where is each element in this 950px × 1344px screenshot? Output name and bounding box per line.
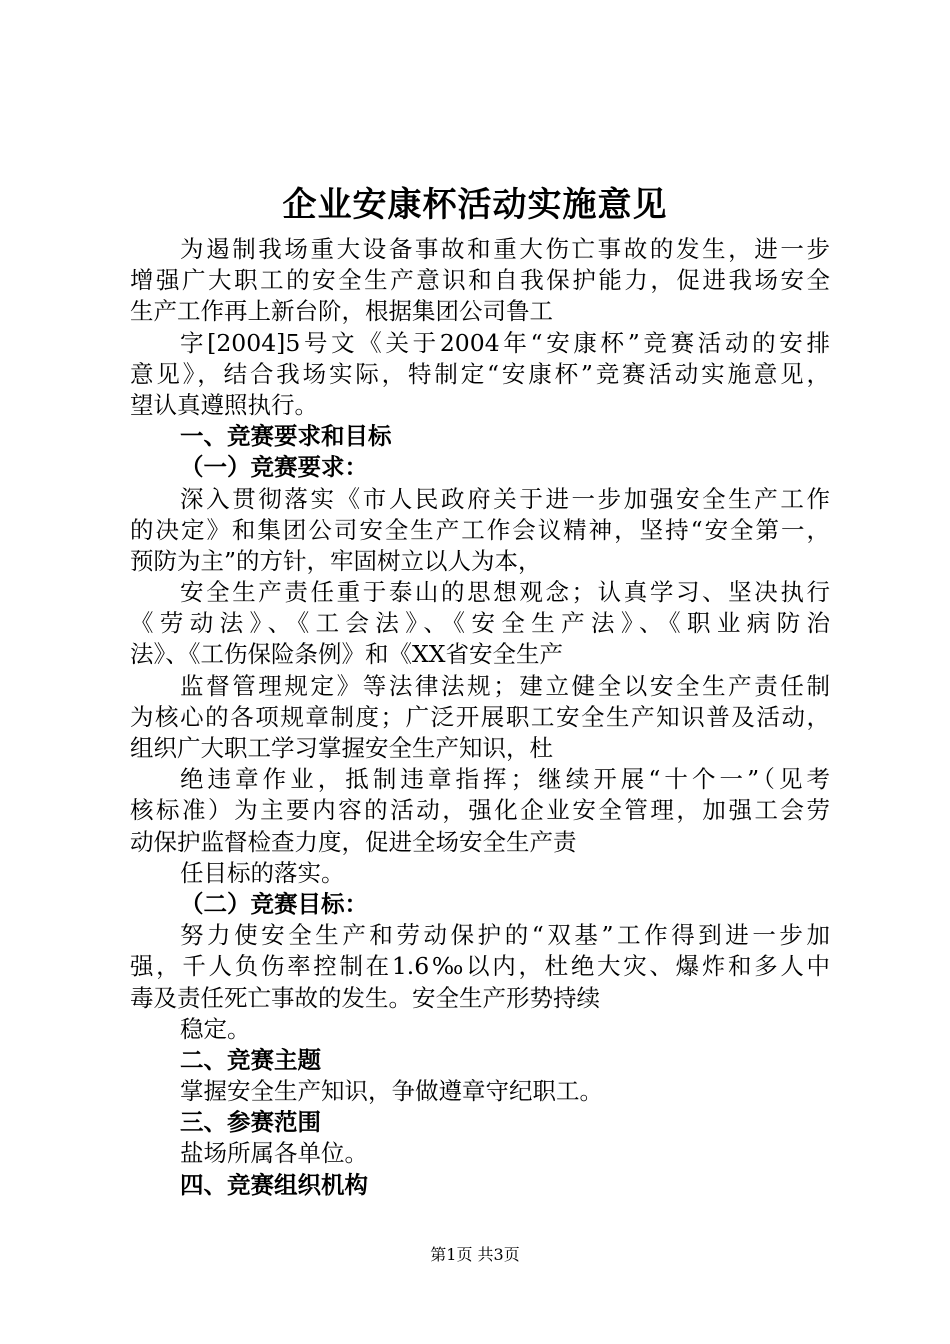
paragraph-line: 监督管理规定》等法律法规；建立健全以安全生产责任制 xyxy=(180,671,830,700)
paragraph-line: 预防为主”的方针，牢固树立以人为本， xyxy=(130,546,542,575)
paragraph-line: 盐场所属各单位。 xyxy=(180,1139,368,1168)
paragraph-line: 意见》，结合我场实际，特制定“安康杯”竞赛活动实施意见， xyxy=(130,359,830,388)
paragraph-line: 增强广大职工的安全生产意识和自我保护能力，促进我场安全 xyxy=(130,266,830,295)
paragraph-line: 望认真遵照执行。 xyxy=(130,390,318,419)
paragraph-line: 绝违章作业，抵制违章指挥；继续开展“十个一”（见考 xyxy=(180,765,830,794)
paragraph-line: 强，千人负伤率控制在1.6‰以内，杜绝大灾、爆炸和多人中 xyxy=(130,952,830,981)
paragraph-line: 字[2004]5号文《关于2004年“安康杯”竞赛活动的安排 xyxy=(180,328,830,357)
paragraph-line: 掌握安全生产知识，争做遵章守纪职工。 xyxy=(180,1077,603,1106)
page-number-footer: 第1页 共3页 xyxy=(430,1245,520,1264)
section-heading: 三、参赛范围 xyxy=(180,1108,321,1137)
paragraph-line: 组织广大职工学习掌握安全生产知识，杜 xyxy=(130,734,553,762)
paragraph-line: 动保护监督检查力度，促进全场安全生产责 xyxy=(130,827,577,856)
document-title: 企业安康杯活动实施意见 xyxy=(282,185,668,225)
paragraph-line: 努力使安全生产和劳动保护的“双基”工作得到进一步加 xyxy=(180,921,830,950)
paragraph-line: 深入贯彻落实《市人民政府关于进一步加强安全生产工作 xyxy=(180,484,830,513)
section-heading: （一）竞赛要求： xyxy=(180,453,368,482)
paragraph-line: 安全生产责任重于泰山的思想观念；认真学习、坚决执行 xyxy=(180,578,830,607)
section-heading: 二、竞赛主题 xyxy=(180,1045,321,1074)
paragraph-line: 生产工作再上新台阶，根据集团公司鲁工 xyxy=(130,297,553,326)
paragraph-line: 任目标的落实。 xyxy=(180,858,345,887)
section-heading: 一、竞赛要求和目标 xyxy=(180,422,392,451)
document-body xyxy=(130,234,830,1201)
paragraph-line: 的决定》和集团公司安全生产工作会议精神，坚持“安全第一， xyxy=(130,515,830,544)
section-heading: 四、竞赛组织机构 xyxy=(180,1170,368,1199)
paragraph-line: 毒及责任死亡事故的发生。安全生产形势持续 xyxy=(130,983,600,1012)
paragraph-line: 为核心的各项规章制度；广泛开展职工安全生产知识普及活动， xyxy=(130,702,830,731)
paragraph-line: 《劳动法》、《工会法》、《安全生产法》、《职业病防治 xyxy=(130,609,830,638)
paragraph-line: 核标准）为主要内容的活动，强化企业安全管理，加强工会劳 xyxy=(130,796,830,825)
paragraph-line: 为遏制我场重大设备事故和重大伤亡事故的发生，进一步 xyxy=(180,235,830,263)
section-heading: （二）竞赛目标： xyxy=(180,889,368,918)
paragraph-line: 稳定。 xyxy=(180,1014,251,1043)
paragraph-line: 法》、《工伤保险条例》和《XX省安全生产 xyxy=(130,640,563,669)
